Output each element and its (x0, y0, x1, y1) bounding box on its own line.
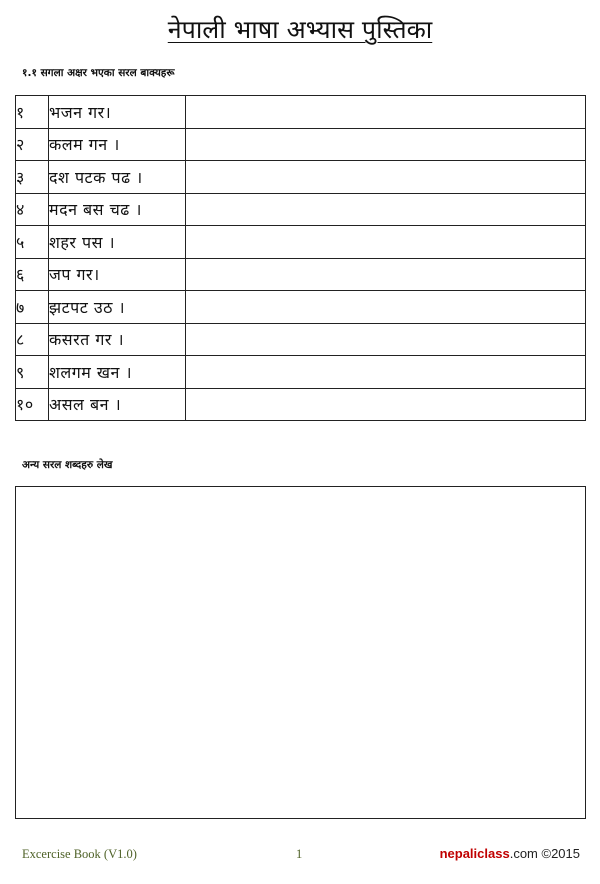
row-sentence: जप गर। (49, 258, 186, 291)
brand-suffix: .com ©2015 (509, 846, 580, 861)
writing-cell[interactable] (186, 356, 586, 389)
table-row (16, 291, 586, 324)
table-row (16, 226, 586, 259)
row-sentence: कसरत गर । (49, 323, 186, 356)
table-row (16, 96, 586, 129)
row-sentence: भजन गर। (49, 96, 186, 129)
table-row (16, 323, 586, 356)
writing-cell[interactable] (186, 388, 586, 421)
row-number: ५ (16, 226, 49, 259)
table-row (16, 388, 586, 421)
footer-page-number: 1 (296, 847, 303, 861)
writing-area[interactable] (15, 486, 586, 819)
table-row (16, 193, 586, 226)
footer-brand (440, 846, 580, 861)
row-number: १० (16, 388, 49, 421)
writing-cell[interactable] (186, 193, 586, 226)
table-row (16, 258, 586, 291)
row-sentence: मदन बस चढ । (49, 193, 186, 226)
section-heading-words: अन्य सरल शब्दहरु लेख (22, 459, 113, 471)
writing-cell[interactable] (186, 226, 586, 259)
section-heading-sentences: १.१ सगला अक्षर भएका सरल बाक्यहरू (22, 67, 175, 79)
row-number: ३ (16, 161, 49, 194)
brand-name-part1: nepali (439, 846, 478, 861)
row-sentence: झटपट उठ । (49, 291, 186, 324)
page-title: नेपाली भाषा अभ्यास पुस्तिका (167, 15, 433, 44)
row-number: ८ (16, 323, 49, 356)
row-sentence: असल बन । (49, 388, 186, 421)
writing-cell[interactable] (186, 161, 586, 194)
row-number: २ (16, 128, 49, 161)
row-number: १ (16, 96, 49, 129)
writing-cell[interactable] (186, 96, 586, 129)
row-number: ६ (16, 258, 49, 291)
writing-cell[interactable] (186, 128, 586, 161)
row-sentence: शहर पस । (49, 226, 186, 259)
writing-cell[interactable] (186, 291, 586, 324)
row-sentence: दश पटक पढ । (49, 161, 186, 194)
writing-cell[interactable] (186, 323, 586, 356)
sentence-table (15, 95, 586, 421)
row-sentence: शलगम खन । (49, 356, 186, 389)
footer-book-version: Excercise Book (V1.0) (22, 847, 137, 861)
row-number: ७ (16, 291, 49, 324)
table-row (16, 356, 586, 389)
brand-name-part2: class (477, 846, 510, 861)
row-number: ४ (16, 193, 49, 226)
row-number: ९ (16, 356, 49, 389)
row-sentence: कलम गन । (49, 128, 186, 161)
table-row (16, 128, 586, 161)
table-row (16, 161, 586, 194)
page-title-wrap (0, 12, 600, 46)
writing-cell[interactable] (186, 258, 586, 291)
